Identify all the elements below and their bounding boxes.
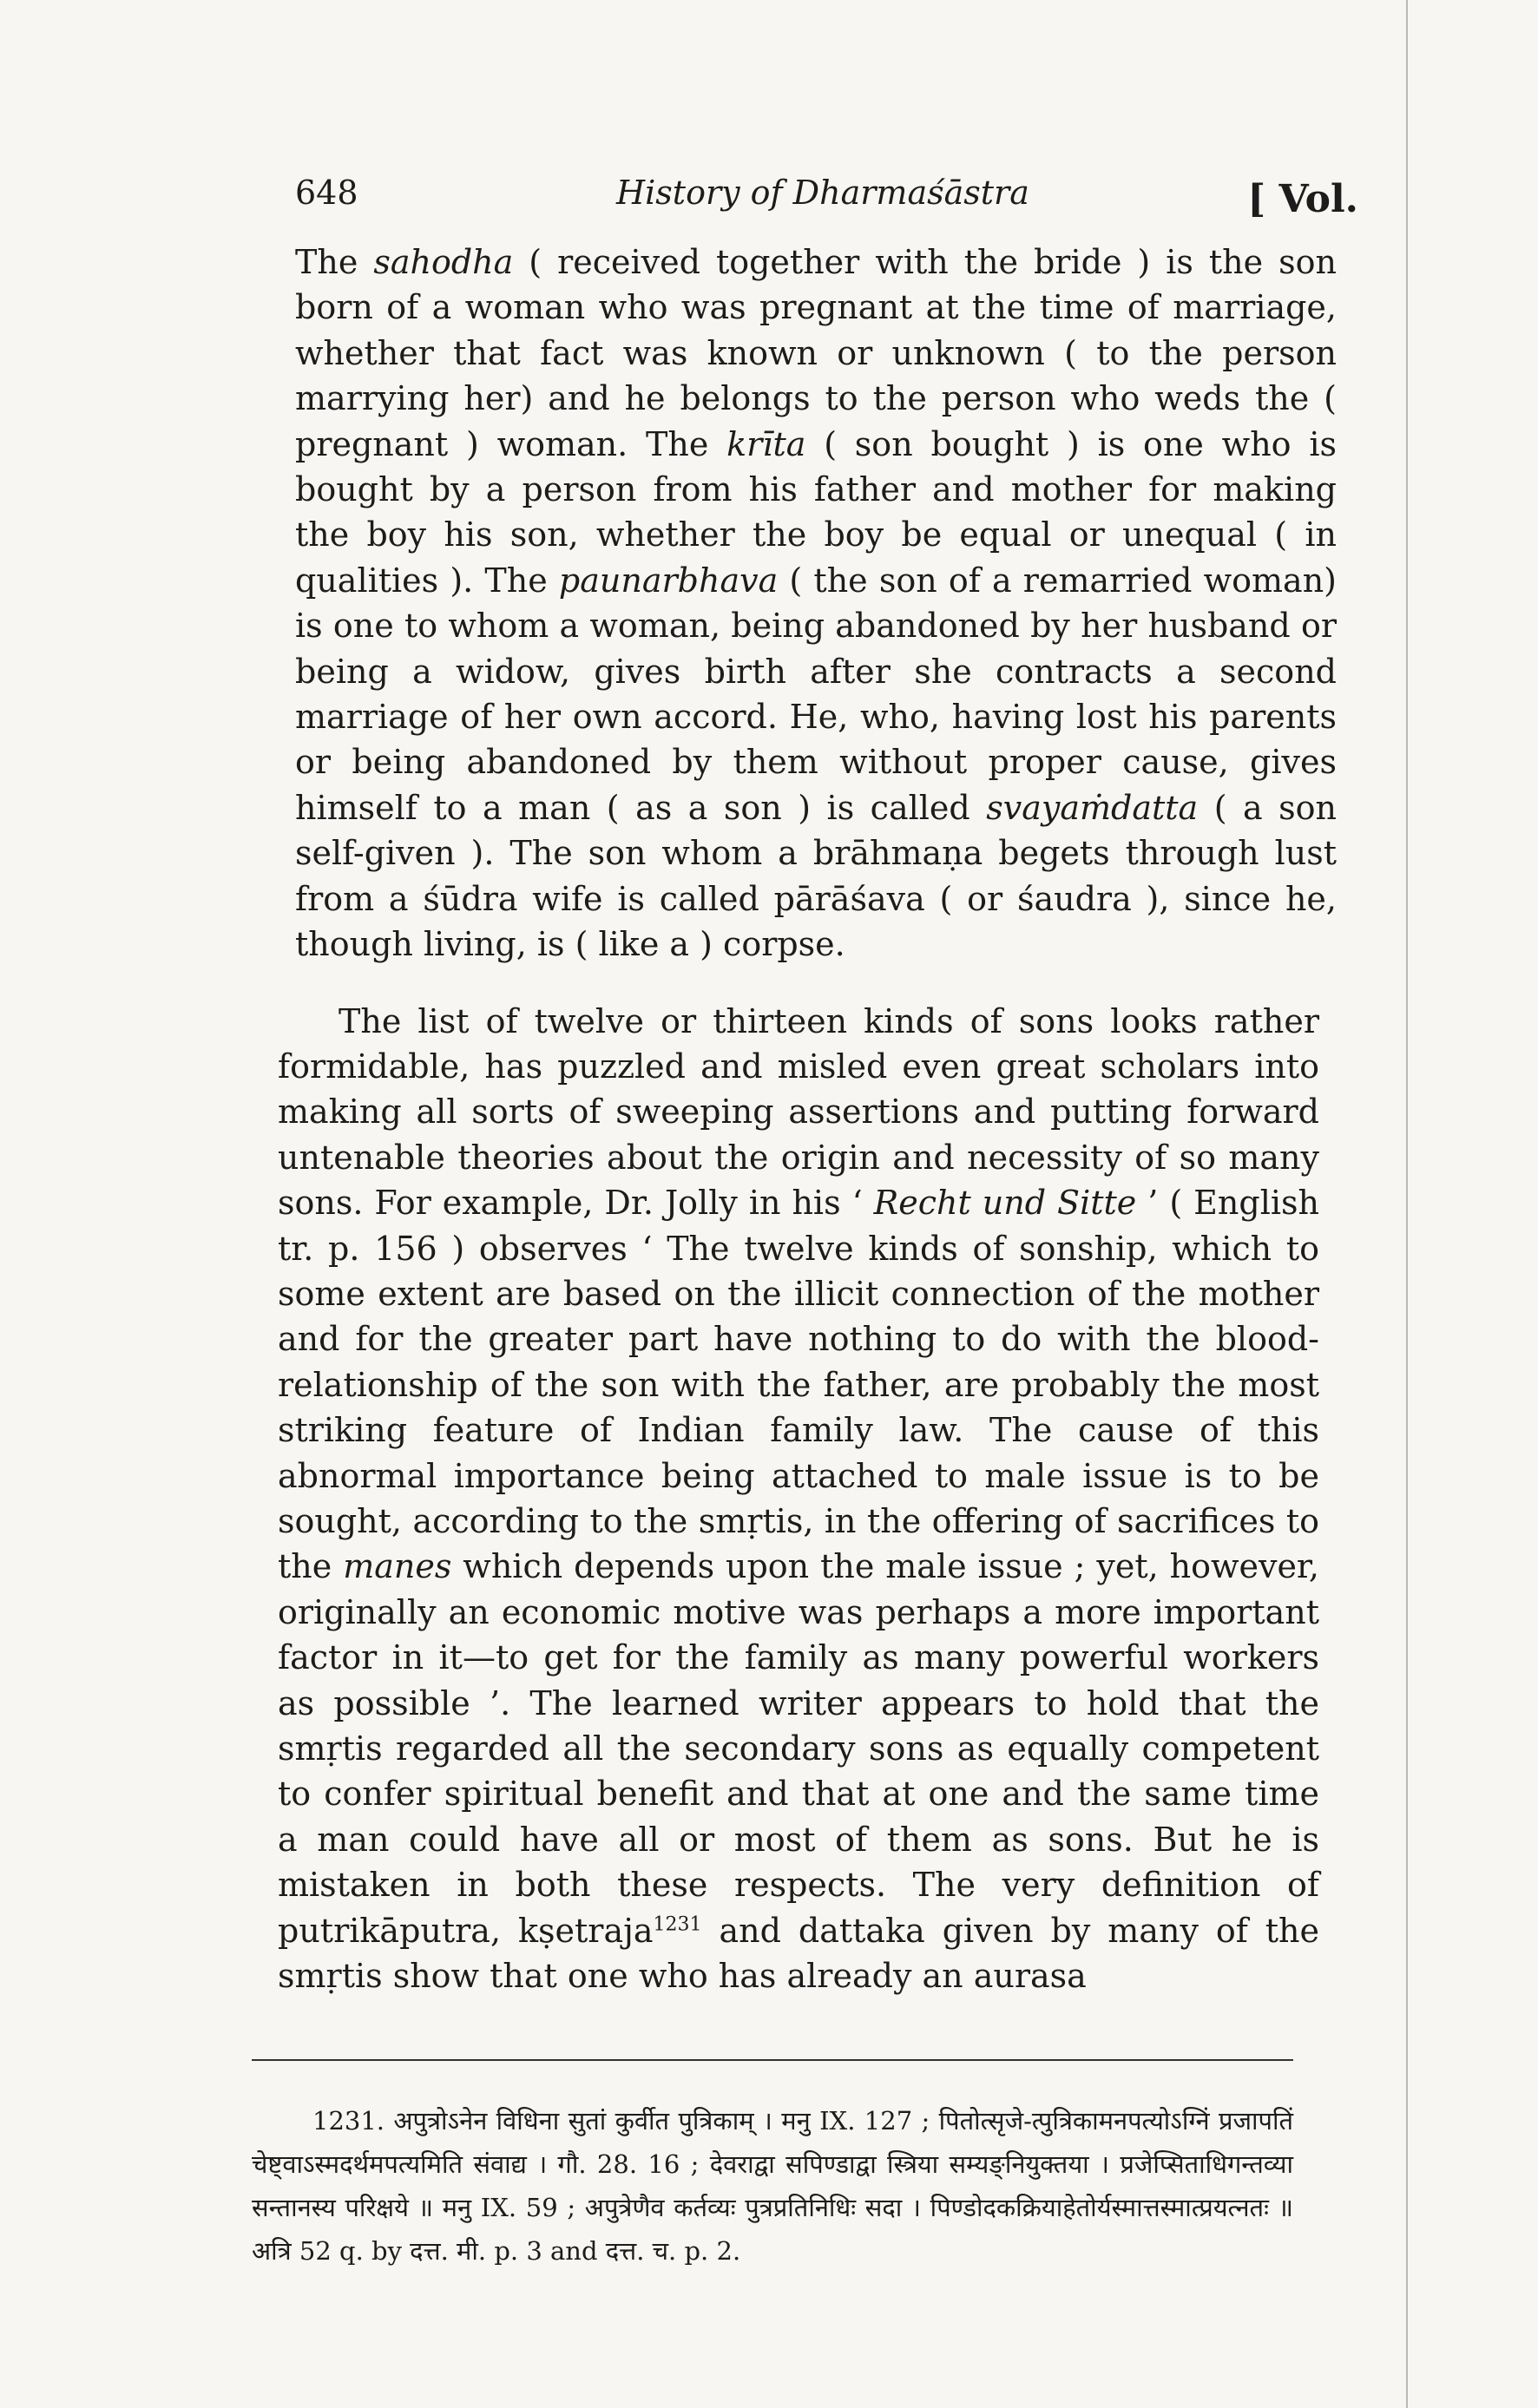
text-run: and dattaka given by many of the smṛtis show that one who has already an aurasa (278, 1911, 1319, 1996)
text-run: which depends upon the male issue ; yet, however, originally an economic motive was perhaps a more important factor in it—to get for the family as many powerful workers as possible ’. The learned writer appears to hold that the smṛtis regarded all the secondary sons as equally competent to confer spiritual benefit and that at one and the same time a man could have all or most of them as sons. But he is mistaken in both these respects. The very definition of putrikāputra, kṣetraja (278, 1547, 1319, 1950)
page-number: 648 (295, 174, 358, 212)
text-run: ( the son of a remarried woman) is one to whom a woman, being abandoned by her husband or being a widow, gives birth after she contracts a second marriage of her own accord. He, who, having lost his parents or being abandoned by them without proper cause, gives himself to a man ( as a son ) is called (295, 561, 1338, 827)
footnote-text: अपुत्रोऽनेन विधिना सुतां कुर्वीत पुत्रिकाम् । मनु IX. 127 ; पितोत्सृजे-त्पुत्रिकामनपत्योऽग्निं प्रजापतिं चेष्ट्वाऽस्मदर्थमपत्यमिति संवाद्य । गौ. 28. 16 ; देवराद्वा सपिण्डाद्वा स्त्रिया सम्यङ्नियुक्तया । प्रजेप्सिताधिगन्तव्या सन्तानस्य परिक्षये ॥ मनु IX. 59 ; अपुत्रेणैव कर्तव्यः पुत्रप्रतिनिधिः सदा । पिण्डोदकक्रियाहेतोर्यस्मात्तस्मात्प्रयत्नतः ॥ अत्रि 52 q. by दत्त. मी. p. 3 and दत्त. च. p. 2. (252, 2106, 1293, 2267)
text-run: ( son bought ) is one who is bought by a person from his father and mother for making the boy his son, whether the boy be equal or unequal ( in qualities ). The (295, 424, 1337, 600)
text-run: ’ ( English tr. p. 156 ) observes ‘ The twelve kinds of sonship, which to some extent are based on the illicit connection of the mother and for the greater part have nothing to do with the blood-relationship of the son with the father, are probably the most striking feature of Indian family law. The cause of this abnormal importance being attached to male issue is to be sought, according to the smṛtis, in the offering of sacrifices to the (278, 1184, 1319, 1586)
term-krita: krīta (726, 424, 806, 463)
paragraph-sons-definitions (295, 239, 1337, 968)
term-sahodha: sahodha (373, 243, 514, 281)
text-run: The list of twelve or thirteen kinds of sons looks rather formidable, has puzzled and misled even great scholars into making all sorts of sweeping assertions and putting forward untenable theories about the origin and necessity of so many sons. For example, Dr. Jolly in his ‘ (278, 1001, 1319, 1223)
term-svayamdatta: svayaṁdatta (986, 788, 1199, 827)
paragraph-twelve-kinds-of-sons (278, 999, 1319, 1999)
volume-marker: [ Vol. (1247, 177, 1358, 221)
footnote-1231 (252, 2099, 1293, 2273)
term-paunarbhava: paunarbhava (558, 561, 779, 600)
footnote-divider (252, 2059, 1293, 2061)
text-run: ( a son self-given ). The son whom a brāhmaṇa begets through lust from a śūdra wife is called pārāśava ( or śaudra ), since he, though living, is ( like a ) corpse. (295, 788, 1337, 964)
book-title-recht-und-sitte: Recht und Sitte (873, 1184, 1137, 1223)
term-manes: manes (343, 1547, 452, 1586)
text-run: ( received together with the bride ) is the son born of a woman who was pregnant at the time of marriage, whether that fact was known or unknown ( to the person marrying her) and he belongs to the person who weds the ( pregnant ) woman. The (295, 243, 1337, 463)
book-page (252, 156, 1358, 2273)
footnote-reference[interactable]: 1231 (653, 1913, 702, 1935)
scan-binding-edge (1406, 0, 1408, 2408)
footnote-number: 1231. (312, 2106, 385, 2136)
text-run: The (295, 243, 374, 281)
running-head (252, 156, 1358, 226)
running-title: History of Dharmaśāstra (616, 174, 1029, 212)
